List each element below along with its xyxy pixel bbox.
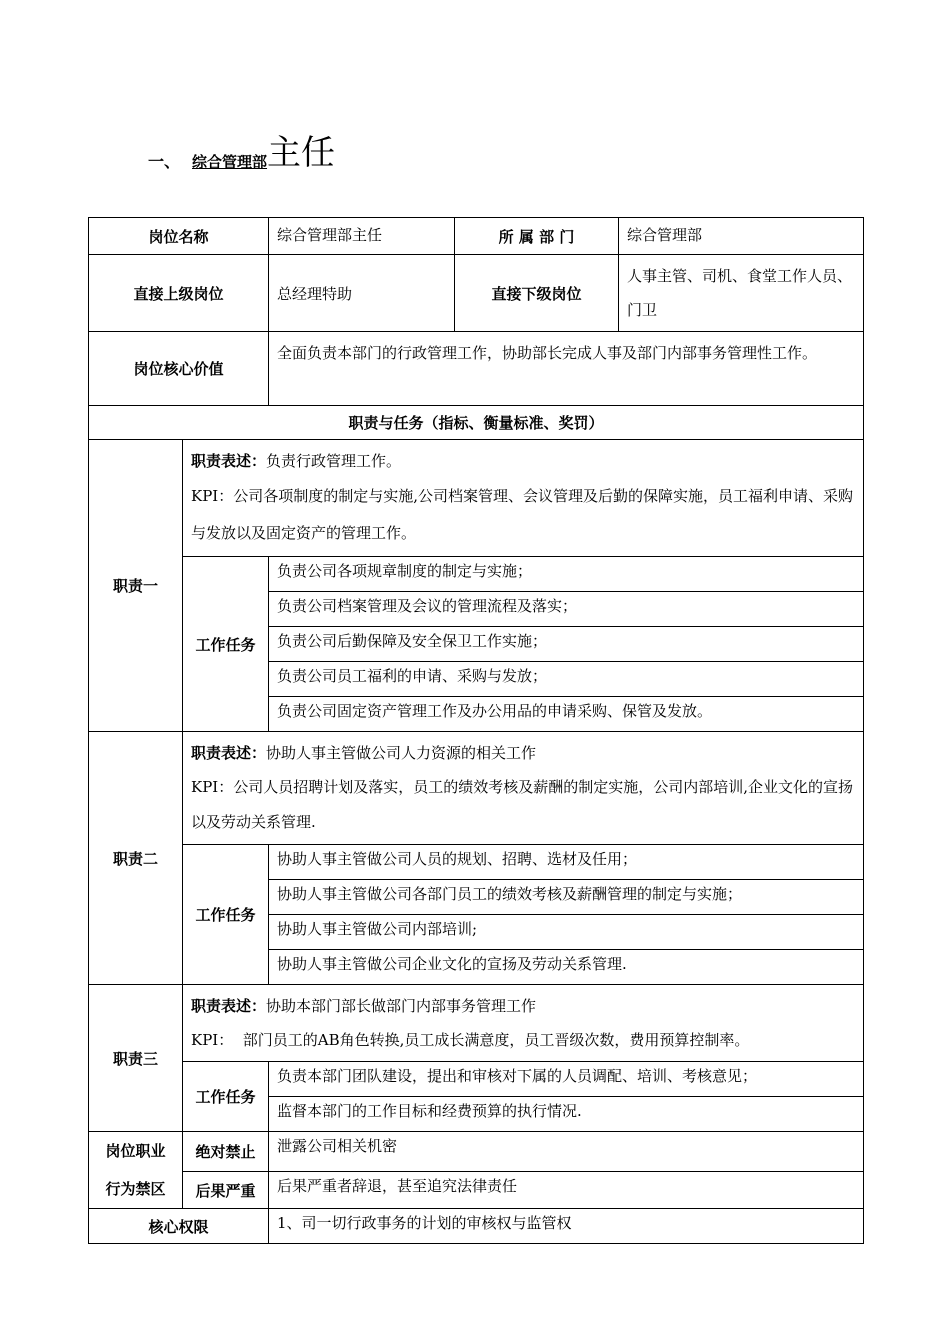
duty-3-statement-text: 协助本部门部长做部门内部事务管理工作 bbox=[266, 997, 537, 1015]
position-name-value: 综合管理部主任 bbox=[269, 218, 455, 255]
duty-2-task-label: 工作任务 bbox=[183, 845, 269, 985]
superior-label: 直接上级岗位 bbox=[89, 255, 269, 332]
duty-3-kpi-text: 部门员工的AB角色转换,员工成长满意度，员工晋级次数，费用预算控制率。 bbox=[242, 1031, 750, 1049]
duty-2-statement-row bbox=[89, 732, 864, 845]
duty-1-statement-label: 职责表述： bbox=[191, 452, 267, 470]
duty-1-task-5: 负责公司固定资产管理工作及办公用品的申请采购、保管及发放。 bbox=[269, 697, 864, 732]
prohibition-label-line-1: 岗位职业 bbox=[105, 1142, 166, 1160]
document-heading bbox=[148, 128, 335, 172]
authority-label: 核心权限 bbox=[89, 1209, 269, 1244]
section-title: 职责与任务（指标、衡量标准、奖罚） bbox=[89, 406, 864, 440]
duty-1-label: 职责一 bbox=[89, 440, 183, 732]
subordinate-value: 人事主管、司机、食堂工作人员、门卫 bbox=[619, 255, 864, 332]
duty-2-task-1: 协助人事主管做公司人员的规划、招聘、选材及任用； bbox=[269, 845, 864, 880]
duty-1-kpi-label: KPI： bbox=[191, 487, 234, 505]
duty-3-statement-row bbox=[89, 985, 864, 1062]
section-title-row bbox=[89, 406, 864, 440]
heading-prefix: 一、 bbox=[148, 152, 181, 171]
absolute-prohibition-label: 绝对禁止 bbox=[183, 1132, 269, 1172]
reporting-row bbox=[89, 255, 864, 332]
absolute-prohibition-value: 泄露公司相关机密 bbox=[269, 1132, 864, 1172]
duty-1-statement-row bbox=[89, 440, 864, 557]
duty-1-task-row bbox=[89, 557, 864, 592]
duty-3-task-2: 监督本部门的工作目标和经费预算的执行情况. bbox=[269, 1097, 864, 1132]
duty-2-task-4: 协助人事主管做公司企业文化的宣扬及劳动关系管理. bbox=[269, 950, 864, 985]
core-value-row bbox=[89, 332, 864, 406]
duty-2-statement-text: 协助人事主管做公司人力资源的相关工作 bbox=[266, 744, 537, 762]
duty-3-task-1: 负责本部门团队建设，提出和审核对下属的人员调配、培训、考核意见； bbox=[269, 1062, 864, 1097]
job-description-table bbox=[88, 217, 864, 1244]
duty-2-label: 职责二 bbox=[89, 732, 183, 985]
duty-1-task-2: 负责公司档案管理及会议的管理流程及落实； bbox=[269, 592, 864, 627]
duty-2-task-2: 协助人事主管做公司各部门员工的绩效考核及薪酬管理的制定与实施； bbox=[269, 880, 864, 915]
duty-1-task-label: 工作任务 bbox=[183, 557, 269, 732]
duty-1-task-1: 负责公司各项规章制度的制定与实施； bbox=[269, 557, 864, 592]
core-value-text: 全面负责本部门的行政管理工作，协助部长完成人事及部门内部事务管理性工作。 bbox=[269, 332, 864, 406]
duty-1-statement bbox=[183, 440, 864, 557]
department-value: 综合管理部 bbox=[619, 218, 864, 255]
duty-2-kpi-label: KPI： bbox=[191, 778, 234, 796]
duty-1-task-4: 负责公司员工福利的申请、采购与发放； bbox=[269, 662, 864, 697]
duty-2-statement-label: 职责表述： bbox=[191, 744, 267, 762]
core-value-label: 岗位核心价值 bbox=[89, 332, 269, 406]
heading-title: 主任 bbox=[267, 133, 336, 173]
duty-3-statement-label: 职责表述： bbox=[191, 997, 267, 1015]
duty-1-task-3: 负责公司后勤保障及安全保卫工作实施； bbox=[269, 627, 864, 662]
duty-2-task-3: 协助人事主管做公司内部培训; bbox=[269, 915, 864, 950]
duty-3-kpi-label: KPI： bbox=[191, 1031, 234, 1049]
duty-3-task-label: 工作任务 bbox=[183, 1062, 269, 1132]
department-label: 所 属 部 门 bbox=[455, 218, 619, 255]
heading-department: 综合管理部 bbox=[192, 153, 268, 171]
duty-3-label: 职责三 bbox=[89, 985, 183, 1132]
prohibition-label-line-2: 行为禁区 bbox=[105, 1180, 166, 1198]
duty-2-task-row bbox=[89, 845, 864, 880]
duty-1-statement-text: 负责行政管理工作。 bbox=[266, 452, 402, 470]
duty-2-kpi-text: 公司人员招聘计划及落实，员工的绩效考核及薪酬的制定实施，公司内部培训,企业文化的宣扬以及劳动关系管理. bbox=[191, 778, 854, 831]
serious-consequence-label: 后果严重 bbox=[183, 1172, 269, 1209]
prohibition-absolute-row bbox=[89, 1132, 864, 1172]
subordinate-label: 直接下级岗位 bbox=[455, 255, 619, 332]
duty-3-statement bbox=[183, 985, 864, 1062]
superior-value: 总经理特助 bbox=[269, 255, 455, 332]
position-name-label: 岗位名称 bbox=[89, 218, 269, 255]
prohibition-label bbox=[89, 1132, 183, 1209]
duty-2-statement bbox=[183, 732, 864, 845]
position-name-row bbox=[89, 218, 864, 255]
serious-consequence-value: 后果严重者辞退，甚至追究法律责任 bbox=[269, 1172, 864, 1209]
prohibition-serious-row bbox=[89, 1172, 864, 1209]
authority-value: 1、司一切行政事务的计划的审核权与监管权 bbox=[269, 1209, 864, 1244]
authority-row bbox=[89, 1209, 864, 1244]
duty-3-task-row bbox=[89, 1062, 864, 1097]
duty-1-kpi-text: 公司各项制度的制定与实施,公司档案管理、会议管理及后勤的保障实施，员工福利申请、采购与发放以及固定资产的管理工作。 bbox=[191, 487, 854, 542]
